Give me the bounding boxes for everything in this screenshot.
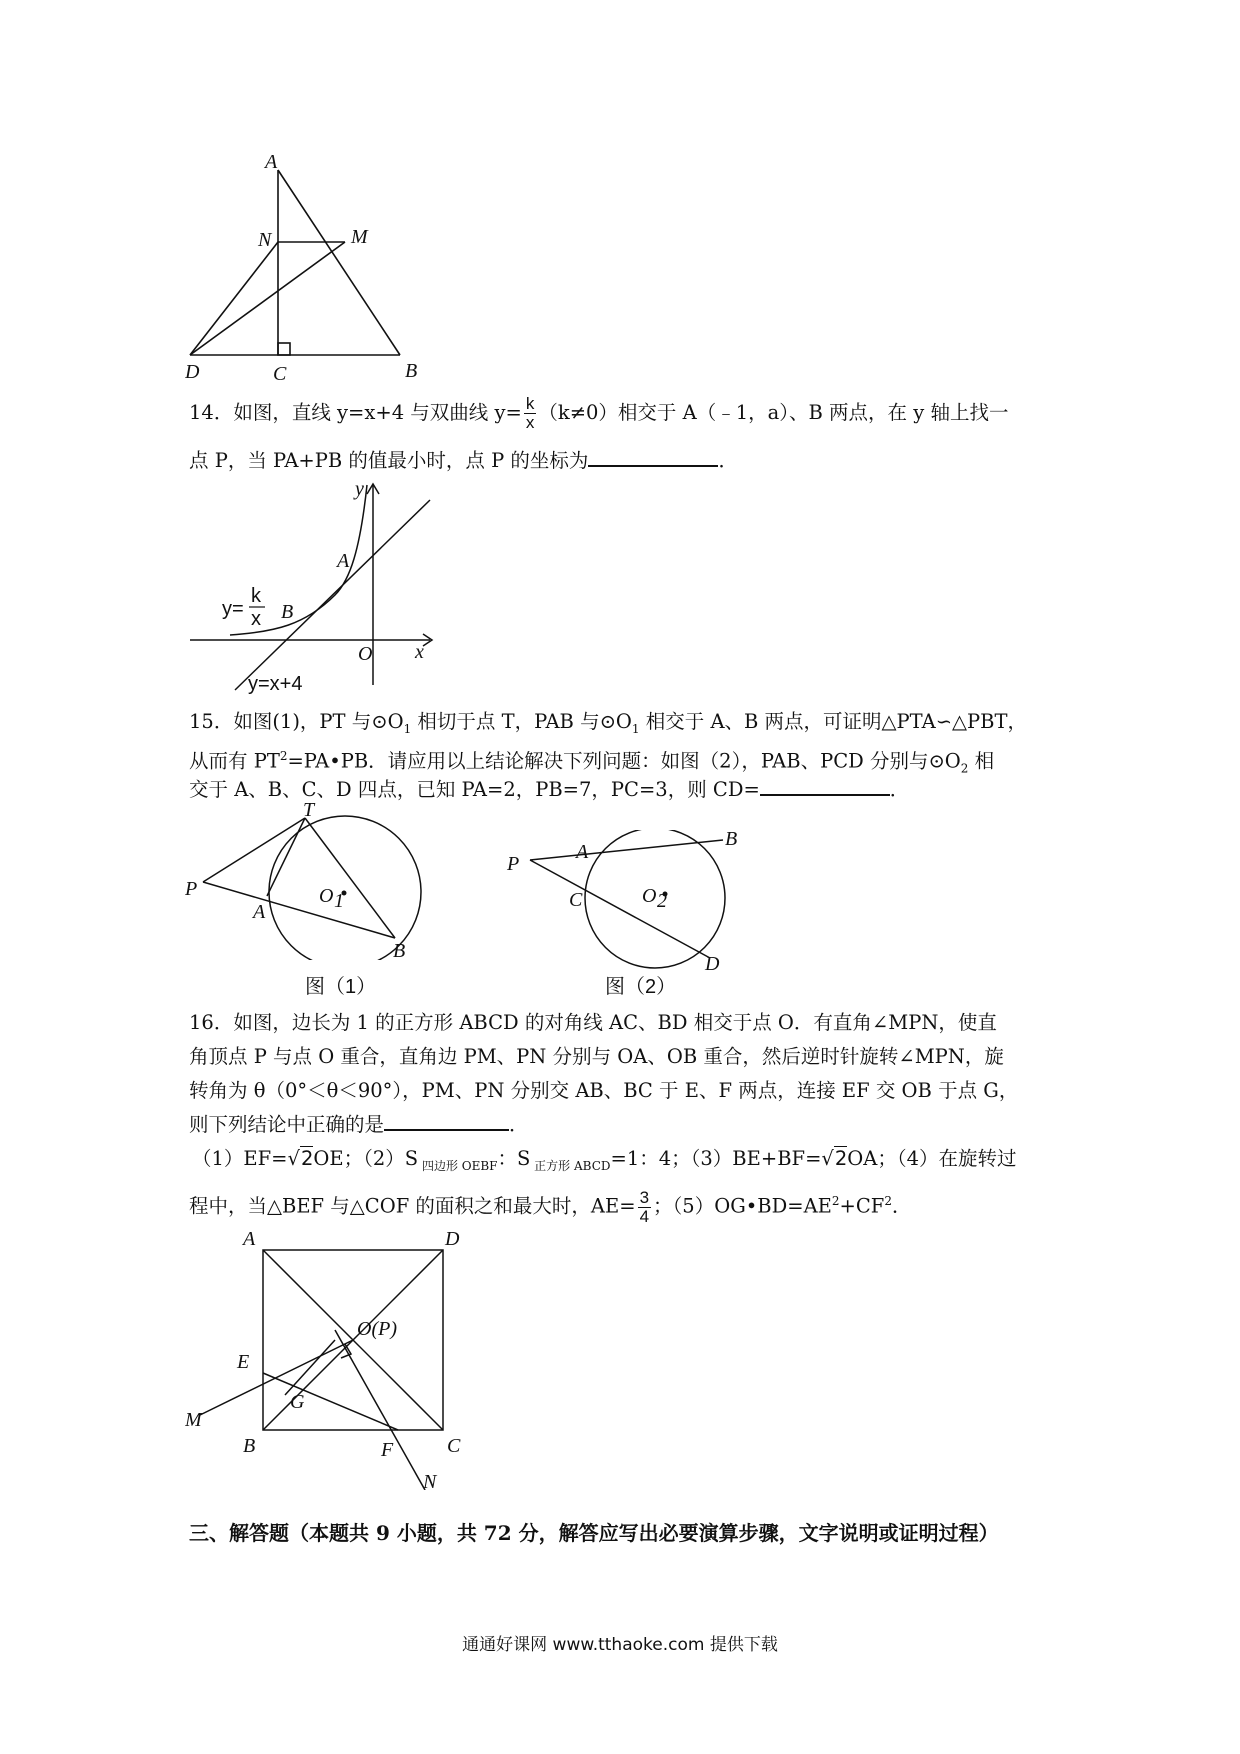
q15-figure-1 [185,800,425,960]
q15-line2: 从而有 $PT^2=PA•PB$．请应用以上结论解决下列问题：如图（2），PAB、PCD 分别与$⊙O_2$ 相 [189,749,995,776]
label-M: M [351,226,368,248]
vertex-B: B [243,1435,256,1457]
curve-k: k [251,585,261,607]
point-P: P [507,853,520,875]
curve-label: y= [222,598,244,620]
q16-fraction: $\frac{3}{4}$ [639,1187,650,1226]
vertex-A: A [243,1230,256,1250]
q16-line1: 16．如图，边长为 1 的正方形 ABCD 的对角线 AC、BD 相交于点 O．有直角∠MPN，使直 [189,1011,997,1034]
svg-text:1: 1 [334,890,344,912]
q15-fig1-caption: 图（1） [305,976,377,998]
point-C: C [569,889,583,911]
answer-blank-q16 [384,1109,509,1131]
q16-line4: 则下列结论中正确的是 ． [189,1109,529,1141]
svg-text:2: 2 [657,890,667,912]
vertex-D: D [445,1230,460,1250]
point-D: D [705,953,720,970]
point-B: B [393,940,406,960]
point-P: P [185,878,198,900]
label-B: B [405,360,418,380]
point-B: B [725,830,738,850]
line-label: y=x+4 [248,673,303,695]
footer-text: 通通好课网 www.tthaoke.com 提供下载 [462,1635,778,1655]
q14-line1: 14．如图，直线 y=x+4 与双曲线 y= $\frac{k}{x}$ （k≠0）相交于 A（﹣1，a）、B 两点，在 y 轴上找一 [189,394,1009,432]
center-O1: O [319,885,334,907]
axis-x: x [415,641,424,663]
curve-x: x [251,608,261,630]
q15-line3: 交于 A、B、C、D 四点，已知 PA=2，PB=7，PC=3，则 CD= ． [189,774,909,806]
label-A: A [265,151,278,173]
point-E: E [237,1351,250,1373]
label-D: D [185,361,200,380]
q16-line6: 程中，当△BEF 与△COF 的面积之和最大时，AE= $\frac{3}{4}$ ；$(5)OG•BD=AE^2+CF^2$． [189,1187,912,1226]
q16-line5: （1）EF=√2OE；（2）S $_{四边形 OEBF}$：S $_{正方形 ABCD}$=1：4；（3）BE+BF=√2OA；（4）在旋转过 [192,1147,1017,1173]
point-B: B [281,601,294,623]
q15-figure-2 [505,830,755,970]
point-G: G [290,1391,305,1413]
sqrt-2-a: 2 [300,1147,314,1170]
label-N: N [258,229,272,251]
point-M: M [185,1409,202,1431]
answer-blank-q15 [760,774,890,796]
label-C: C [273,363,287,380]
point-OP: O(P) [357,1318,397,1340]
sqrt-2-b: 2 [834,1147,848,1170]
axis-y: y [355,480,364,500]
q14-line2: 点 P，当 PA+PB 的值最小时，点 P 的坐标为 ． [189,445,738,477]
q16-figure [185,1230,475,1490]
q14-fraction: $\frac{k}{x}$ [525,394,535,432]
point-A: A [337,550,350,572]
q13-figure [185,150,445,380]
q15-fig2-caption: 图（2） [605,976,677,998]
answer-blank-q14 [588,445,718,467]
q16-line3: 转角为 θ（0°＜θ＜90°），PM、PN 分别交 AB、BC 于 E、F 两点，连接 EF 交 OB 于点 G， [189,1079,1019,1102]
origin-O: O [358,643,373,665]
q16-line2: 角顶点 P 与点 O 重合，直角边 PM、PN 分别与 OA、OB 重合，然后逆时针旋转∠MPN，旋 [189,1045,1004,1068]
center-O2: O [642,885,657,907]
q14-figure [185,480,445,695]
point-A: A [576,841,589,863]
point-T: T [303,800,315,821]
vertex-C: C [447,1435,461,1457]
point-A: A [253,901,266,923]
q15-line1: 15．如图(1)，PT 与$⊙O_1$ 相切于点 T，PAB 与$⊙O_1$ 相交于 A、B 两点，可证明△PTA∽△PBT， [189,710,1027,736]
section-3-heading: 三、解答题（本题共 9 小题，共 72 分，解答应写出必要演算步骤，文字说明或证明过程） [189,1521,999,1545]
point-N: N [423,1471,437,1490]
point-F: F [381,1439,394,1461]
